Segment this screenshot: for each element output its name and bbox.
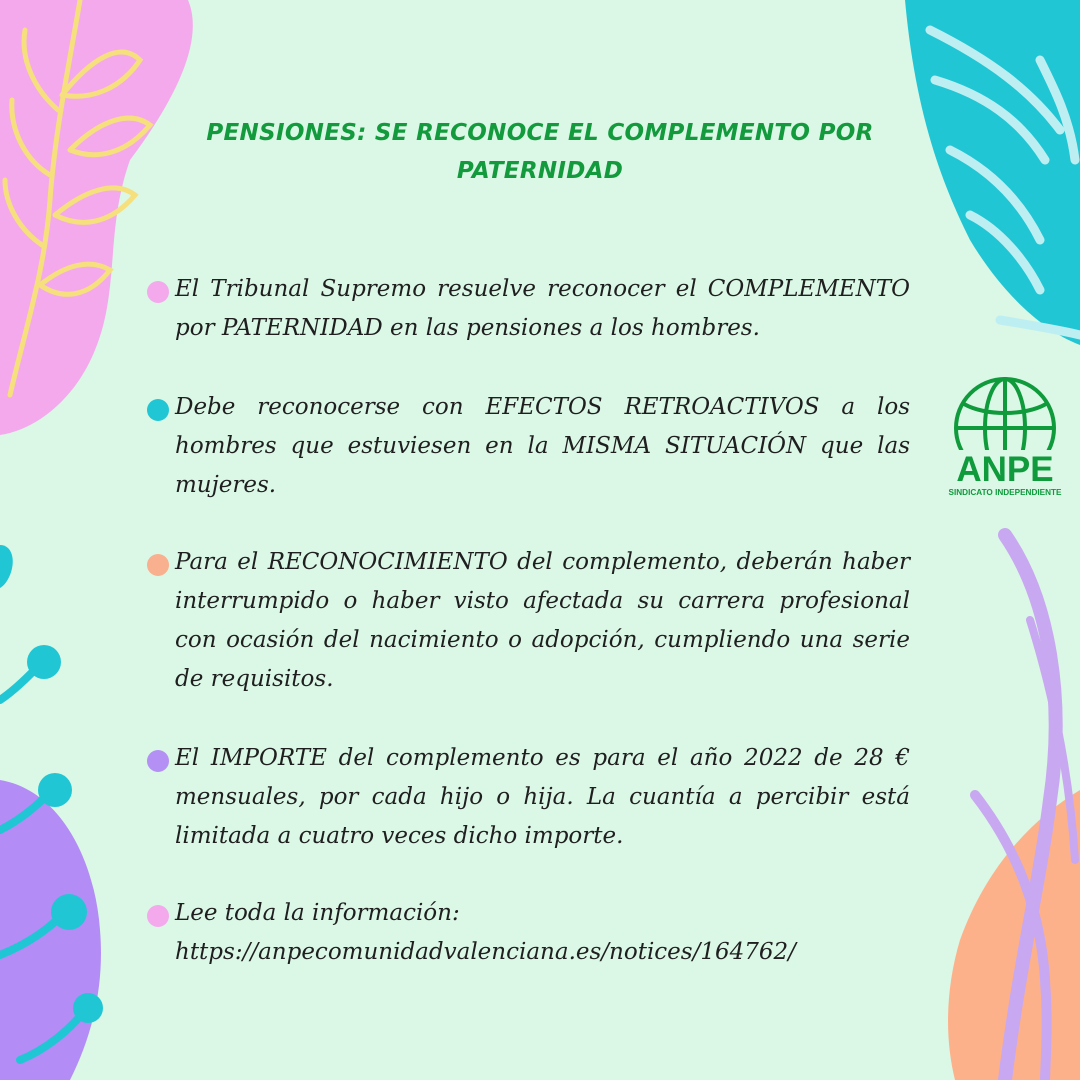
item-text: Lee toda la información: — [175, 900, 460, 926]
title-line-2: PATERNIDAD — [456, 158, 624, 184]
orange-bullet-icon — [147, 554, 169, 576]
item-text: Debe reconocerse con EFECTOS RETROACTIVOS a los hombres que estuviesen en la MISMA SITUACIÓN que las mujeres. — [175, 394, 910, 498]
item-text: El IMPORTE del complemento es para el año 2022 de 28 € mensuales, por cada hijo o hija. La cuantía a percibir está limitada a cuatro veces dicho importe. — [175, 745, 910, 849]
pink-bullet-icon — [147, 905, 169, 927]
logo-subtitle: SINDICATO INDEPENDIENTE — [948, 488, 1062, 497]
list-item — [145, 270, 910, 348]
info-list — [145, 270, 910, 972]
anpe-logo — [940, 376, 1070, 498]
list-item — [145, 388, 910, 505]
list-item — [145, 739, 910, 856]
list-item — [145, 543, 910, 699]
list-item-link — [145, 894, 910, 972]
purple-bullet-icon — [147, 750, 169, 772]
item-text: Para el RECONOCIMIENTO del complemento, deberán haber interrumpido o haber visto afectada su carrera profesional con ocasión del nacimiento o adopción, cumpliendo una serie de requisitos. — [175, 549, 910, 692]
teal-bullet-icon — [147, 399, 169, 421]
info-link[interactable]: https://anpecomunidadvalenciana.es/notices/164762/ — [175, 939, 796, 965]
logo-name: ANPE — [956, 450, 1054, 489]
title-line-1: PENSIONES: SE RECONOCE EL COMPLEMENTO POR — [206, 120, 874, 146]
item-text: El Tribunal Supremo resuelve reconocer el COMPLEMENTO por PATERNIDAD en las pensiones a los hombres. — [175, 276, 910, 341]
pink-bullet-icon — [147, 281, 169, 303]
page-title — [160, 114, 920, 190]
